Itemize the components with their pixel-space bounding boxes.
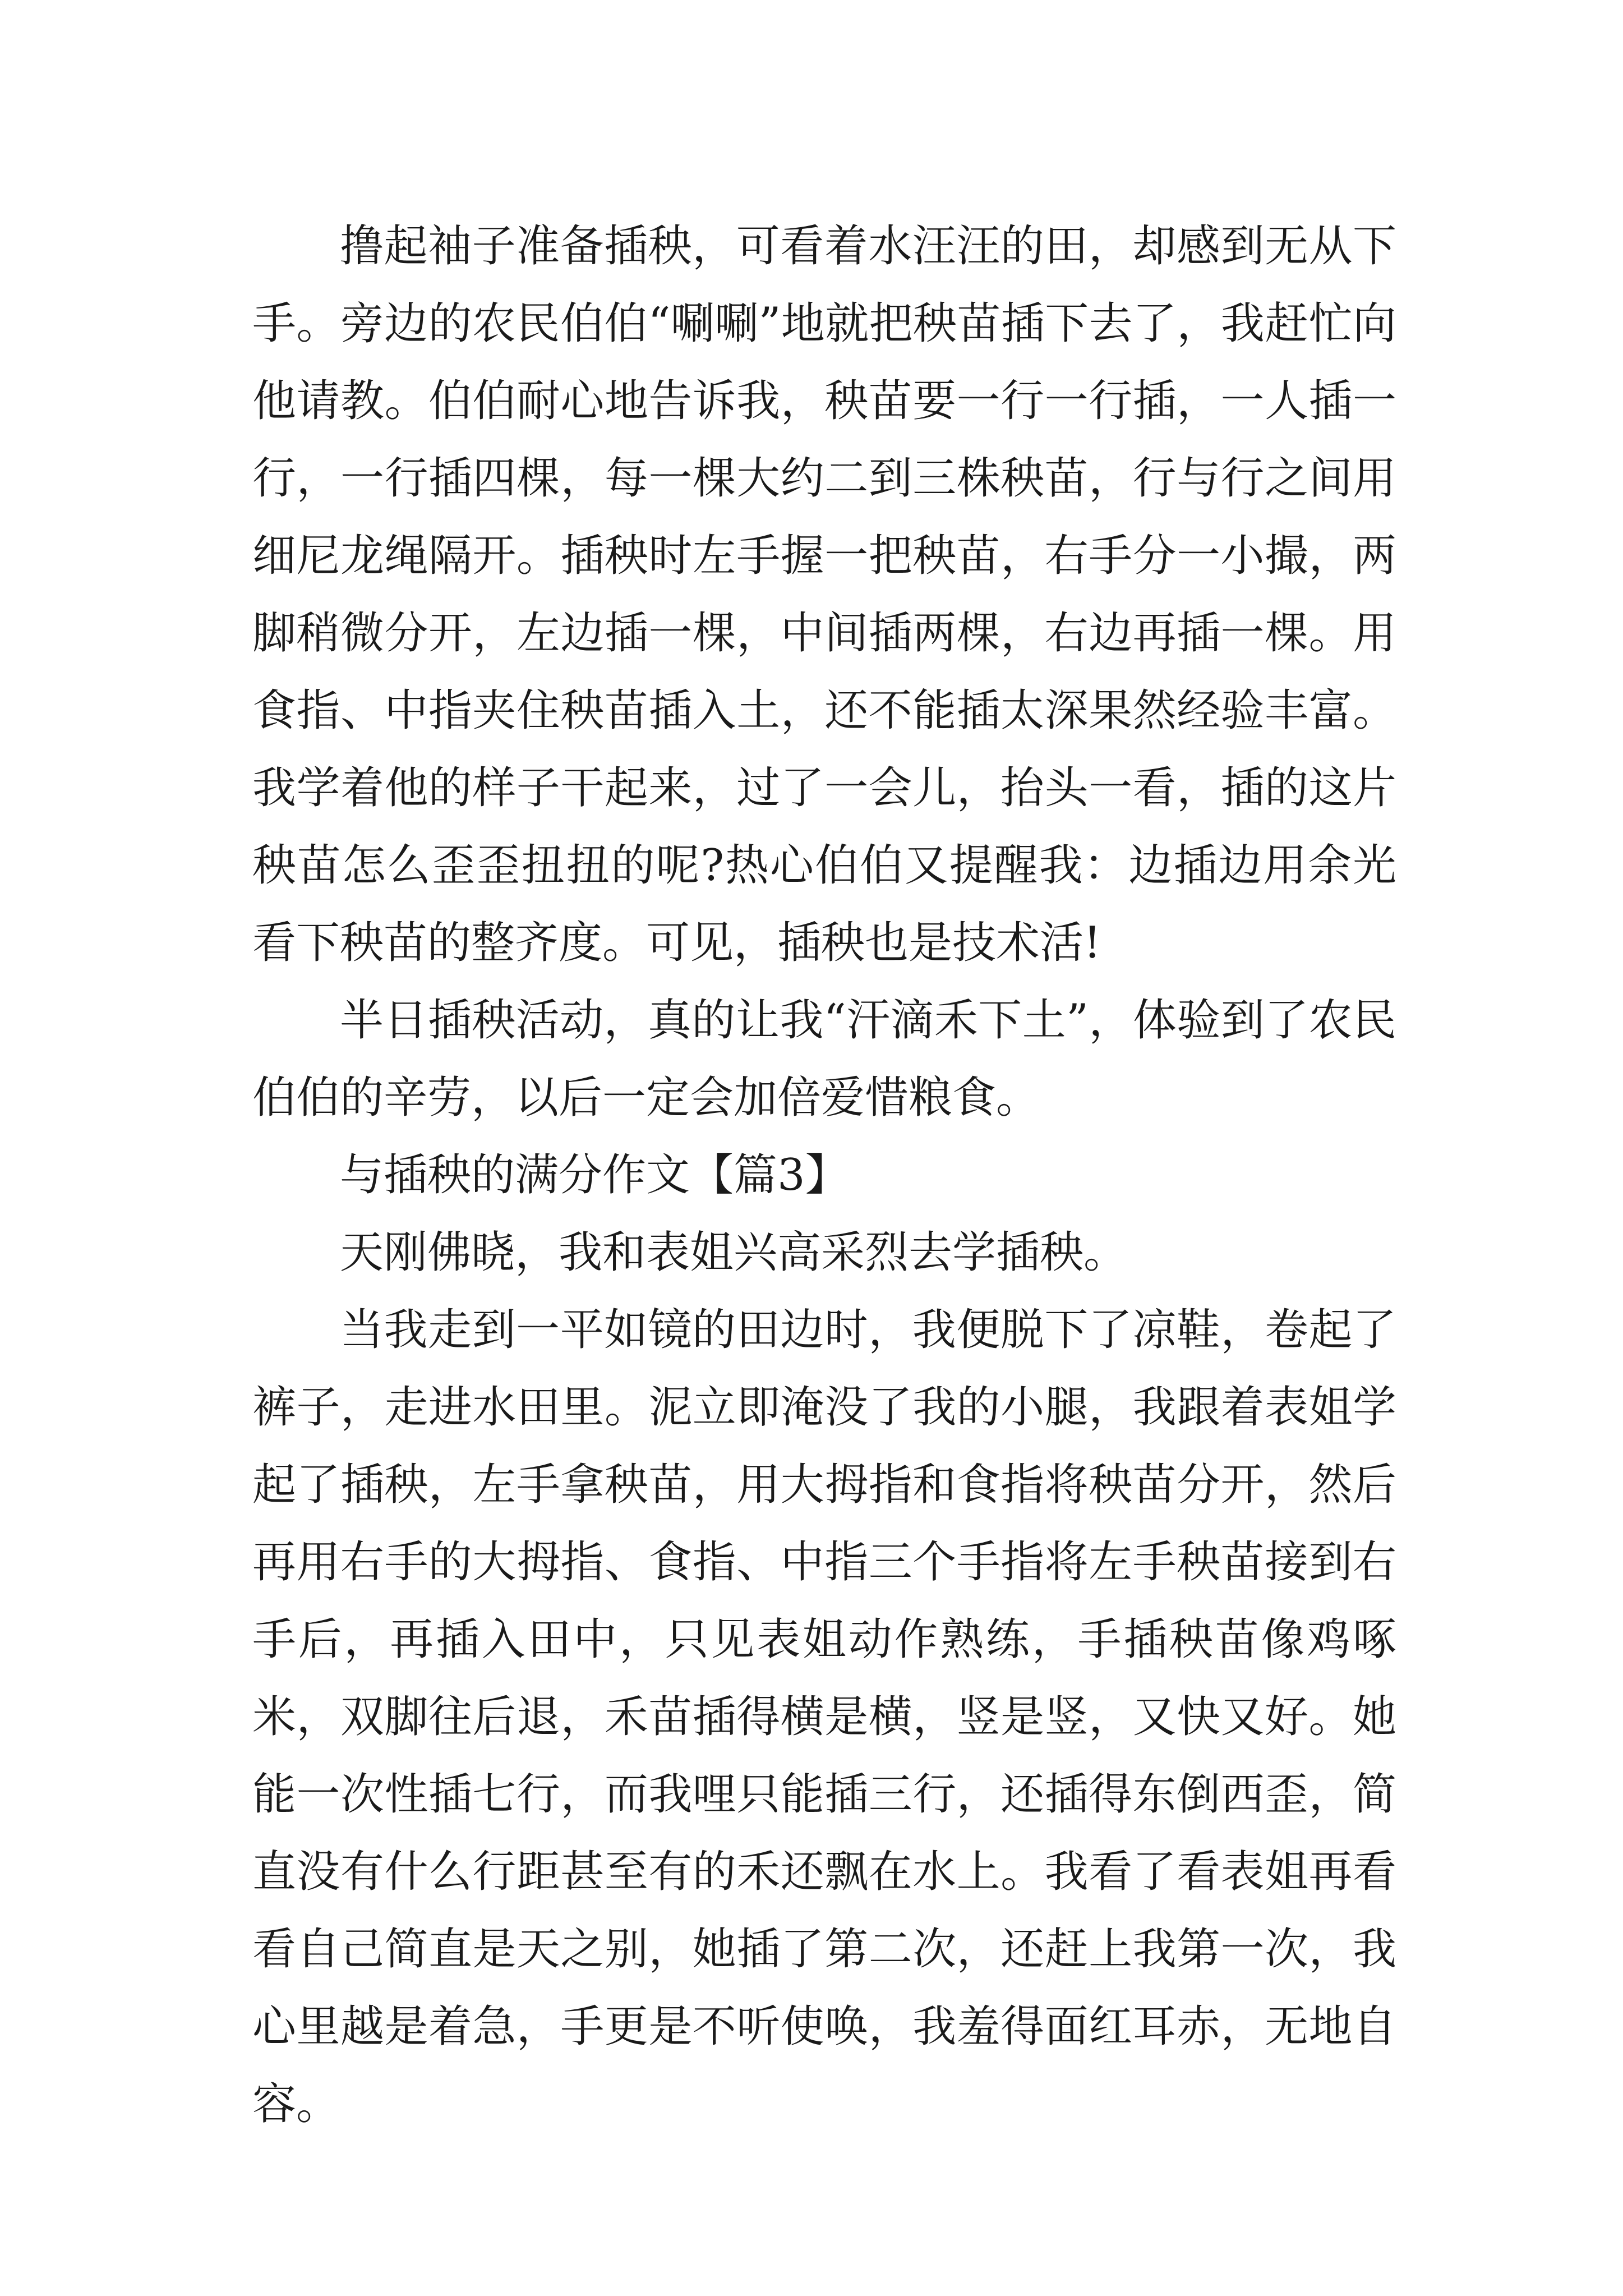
paragraph-1: 撸起袖子准备插秧，可看着水汪汪的田，却感到无从下手。旁边的农民伯伯“唰唰”地就把秧苗插下去了，我赶忙向他请教。伯伯耐心地告诉我，秧苗要一行一行插，一人插一行，一行插四棵，每一棵大约二到三株秧苗，行与行之间用细尼龙绳隔开。插秧时左手握一把秧苗，右手分一小撮，两脚稍微分开，左边插一棵，中间插两棵，右边再插一棵。用食指、中指夹住秧苗插入土，还不能插太深果然经验丰富。我学着他的样子干起来，过了一会儿，抬头一看，插的这片秧苗怎么歪歪扭扭的呢?热心伯伯又提醒我：边插边用余光看下秧苗的整齐度。可见，插秧也是技术活! — [252, 221, 1396, 968]
paragraph-2: 半日插秧活动，真的让我“汗滴禾下土”，体验到了农民伯伯的辛劳，以后一定会加倍爱惜粮食。 — [252, 995, 1396, 1123]
paragraph-4: 当我走到一平如镜的田边时，我便脱下了凉鞋，卷起了裤子，走进水田里。泥立即淹没了我的小腿，我跟着表姐学起了插秧，左手拿秧苗，用大拇指和食指将秧苗分开，然后再用右手的大拇指、食指、中指三个手指将左手秧苗接到右手后，再插入田中，只见表姐动作熟练，手插秧苗像鸡啄米，双脚往后退，禾苗插得横是横，竖是竖，又快又好。她能一次性插七行，而我哩只能插三行，还插得东倒西歪，简直没有什么行距甚至有的禾还飘在水上。我看了看表姐再看看自己简直是天之别，她插了第二次，还赶上我第一次，我心里越是着急，手更是不听使唤，我羞得面红耳赤，无地自容。 — [252, 1305, 1396, 2129]
section-heading: 与插秧的满分作文【篇3】 — [340, 1150, 849, 1200]
document-body — [252, 208, 1396, 2143]
paragraph-3: 天刚佛晓，我和表姐兴高采烈去学插秧。 — [340, 1227, 1128, 1278]
